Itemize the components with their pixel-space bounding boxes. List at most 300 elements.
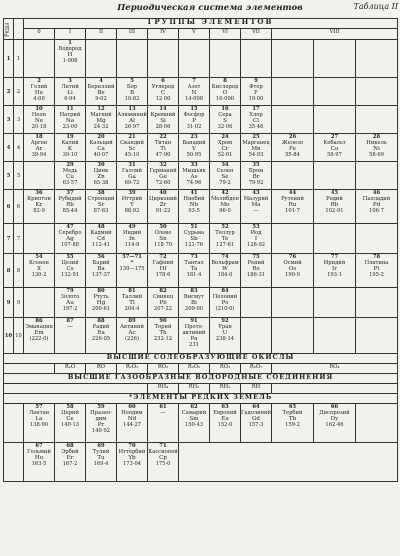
- element-num: 28: [372, 134, 381, 140]
- blank-cell: [179, 443, 398, 482]
- element-mass: 200·61: [91, 306, 111, 312]
- element-cell: [272, 190, 314, 224]
- element-name: Актиний: [120, 324, 144, 330]
- element-sym: Dy: [330, 416, 339, 422]
- element-sym: Ga: [128, 174, 136, 180]
- element-num: 50: [159, 224, 167, 230]
- element-sym: N: [191, 90, 197, 96]
- element-num: 90: [159, 318, 167, 324]
- empty-cell: [24, 288, 55, 318]
- element-mass: 35·46: [248, 124, 264, 130]
- element-sym: Hf: [159, 266, 167, 272]
- element-num: 81: [128, 288, 136, 294]
- element-mass: 238·14: [215, 336, 235, 342]
- empty-cell: [314, 318, 356, 354]
- empty-cell: [24, 162, 55, 190]
- empty-cell: [356, 224, 398, 254]
- hydride-formula: RH: [241, 384, 272, 394]
- empty-cell: [210, 40, 241, 78]
- element-cell: [148, 288, 179, 318]
- period-number: 4: [4, 134, 14, 162]
- element-name: Кремний: [150, 112, 176, 118]
- period-number: 6: [4, 190, 14, 224]
- element-sym: Tb: [288, 416, 297, 422]
- element-sym: Ra: [97, 330, 105, 336]
- element-mass: 204·4: [124, 306, 140, 312]
- element-name: Литий: [61, 84, 79, 90]
- element-sym: C: [160, 90, 166, 96]
- element-name: Кадмий: [90, 230, 112, 236]
- element-cell: [55, 288, 86, 318]
- element-mass: 50·95: [186, 152, 202, 158]
- empty-cell: [356, 106, 398, 134]
- element-mass: 118·70: [153, 242, 173, 248]
- element-mass: 72·60: [155, 180, 171, 186]
- element-name: Европий: [213, 410, 237, 416]
- element-cell: [117, 443, 148, 482]
- element-mass: 193·1: [327, 272, 342, 278]
- group-label: V: [179, 29, 210, 40]
- element-cell: [148, 134, 179, 162]
- element-mass: 102·91: [325, 208, 344, 214]
- element-mass: (210·0): [215, 306, 235, 312]
- element-mass: 47·90: [155, 152, 171, 158]
- element-num: 78: [372, 254, 381, 260]
- element-sym: Er: [66, 455, 74, 461]
- element-sym: Pr: [97, 422, 105, 428]
- element-num: 33: [190, 162, 198, 168]
- element-sym: As: [190, 174, 198, 180]
- element-num: 48: [97, 224, 105, 230]
- element-cell: [148, 254, 179, 288]
- element-cell: [55, 404, 86, 443]
- element-sym: I: [254, 236, 258, 242]
- element-cell: [24, 404, 55, 443]
- element-cell: [117, 318, 148, 354]
- element-sym: Cr: [221, 146, 229, 152]
- element-num: 75: [252, 254, 260, 260]
- period-number: 2: [4, 78, 14, 106]
- element-cell: [24, 318, 55, 354]
- element-name: Неон: [31, 112, 47, 118]
- element-sym: Pa: [190, 336, 198, 342]
- element-name: Олово: [154, 230, 172, 236]
- element-cell: [55, 224, 86, 254]
- oxide-formula: RO: [86, 364, 117, 374]
- element-mass: 52·01: [217, 152, 233, 158]
- element-name: Германий: [149, 168, 177, 174]
- element-sym: O: [222, 90, 228, 96]
- hydride-formula: RH₃: [179, 384, 210, 394]
- element-num: 63: [221, 404, 229, 410]
- oxide-formula: R₂O₇: [241, 364, 272, 374]
- element-sym: Rh: [330, 202, 339, 208]
- element-name: Неодим: [121, 410, 143, 416]
- element-num: 26: [288, 134, 297, 140]
- element-num: 15: [190, 106, 198, 112]
- element-num: 80: [97, 288, 105, 294]
- element-name: Кислород: [211, 84, 239, 90]
- element-name: Индий: [122, 230, 142, 236]
- element-num: 54: [35, 254, 43, 260]
- element-mass: 139—175: [119, 266, 145, 272]
- empty-cell: [356, 78, 398, 106]
- element-cell: [210, 224, 241, 254]
- element-num: 31: [128, 162, 136, 168]
- element-mass: 173·04: [122, 461, 142, 467]
- element-name: Алюминий: [117, 112, 147, 118]
- element-name: Гафний: [152, 260, 174, 266]
- element-name: Никель: [366, 140, 387, 146]
- element-mass: 163·5: [31, 461, 47, 467]
- element-cell: [117, 134, 148, 162]
- element-cell: [24, 106, 55, 134]
- element-name: Медь: [62, 168, 78, 174]
- element-cell: [86, 190, 117, 224]
- element-mass: 140·92: [91, 428, 111, 434]
- empty-cell: [24, 224, 55, 254]
- element-mass: 157·3: [248, 422, 264, 428]
- element-name: Бор: [126, 84, 138, 90]
- element-sym: Si: [160, 118, 166, 124]
- element-cell: [179, 162, 210, 190]
- empty-cell: [314, 288, 356, 318]
- element-cell: [148, 318, 179, 354]
- element-cell: [272, 404, 314, 443]
- group-label: III: [117, 29, 148, 40]
- element-cell: [314, 404, 356, 443]
- element-cell: [210, 162, 241, 190]
- element-sym: Co: [330, 146, 339, 152]
- element-cell: [241, 190, 272, 224]
- element-num: 74: [221, 254, 229, 260]
- element-sym: Ge: [159, 174, 167, 180]
- element-name: Тантал: [184, 260, 204, 266]
- element-name: Хлор: [249, 112, 263, 118]
- element-num: 7: [192, 78, 196, 84]
- element-mass: 162·46: [325, 422, 344, 428]
- element-mass: 190·9: [285, 272, 300, 278]
- blank-cell: [4, 384, 148, 394]
- element-sym: P: [192, 118, 196, 124]
- element-sym: Mn: [251, 146, 261, 152]
- empty-cell: [179, 40, 210, 78]
- period-number: 3: [4, 106, 14, 134]
- element-sym: In: [129, 236, 135, 242]
- element-sym: X: [37, 266, 41, 272]
- rare-earths-heading: *ЭЛЕМЕНТЫ РЕДКИХ ЗЕМЕЛЬ: [4, 394, 398, 404]
- element-name: Селен: [216, 168, 234, 174]
- empty-cell: [356, 162, 398, 190]
- element-mass: 82·9: [33, 208, 45, 214]
- element-mass: 138·90: [29, 422, 49, 428]
- element-mass: 45·10: [124, 152, 140, 158]
- element-num: 40: [159, 190, 167, 196]
- oxide-formula: R₂O: [55, 364, 86, 374]
- group-label: VII: [241, 29, 272, 40]
- element-num: 57—71: [122, 254, 142, 260]
- element-sym: Sr: [97, 202, 105, 208]
- element-sym: Re: [252, 266, 260, 272]
- element-name: Азот: [187, 84, 201, 90]
- element-cell: [210, 190, 241, 224]
- element-name: Марганец: [242, 140, 270, 146]
- element-num: 66: [330, 404, 339, 410]
- blank-cell: [356, 404, 398, 443]
- element-mass: 114·8: [124, 242, 140, 248]
- element-name: Иридий: [323, 260, 346, 266]
- element-mass: 26·97: [124, 124, 140, 130]
- element-num: 44: [288, 190, 297, 196]
- element-cell: [117, 254, 148, 288]
- element-name: Гелий: [30, 84, 48, 90]
- element-num: 77: [330, 254, 339, 260]
- element-mass: 54·93: [248, 152, 264, 158]
- element-num: 67: [35, 443, 43, 449]
- element-sym: F: [254, 90, 258, 96]
- element-name: Молибден: [210, 196, 240, 202]
- element-mass: 40·07: [93, 152, 109, 158]
- element-num: 1: [68, 40, 72, 46]
- element-name: Диспрозий: [319, 410, 350, 416]
- empty-cell: [272, 288, 314, 318]
- element-name: Рений: [247, 260, 265, 266]
- empty-cell: [272, 162, 314, 190]
- element-sym: Sb: [190, 236, 198, 242]
- element-cell: [86, 224, 117, 254]
- element-sym: Ti: [160, 146, 166, 152]
- page-title: Периодическая система элементов: [117, 3, 303, 13]
- empty-cell: [148, 40, 179, 78]
- element-name: Цезий: [61, 260, 79, 266]
- element-mass: 96·0: [219, 208, 231, 214]
- element-name: Самарий: [181, 410, 207, 416]
- element-num: 11: [66, 106, 74, 112]
- element-num: 20: [97, 134, 105, 140]
- element-num: 46: [372, 190, 381, 196]
- element-sym: Ac: [128, 330, 136, 336]
- element-sym: Cl: [252, 118, 260, 124]
- element-mass: 159·2: [285, 422, 300, 428]
- element-sym: Cp: [159, 455, 167, 461]
- element-name: Тулий: [92, 449, 110, 455]
- element-num: 38: [97, 190, 105, 196]
- element-sym: Ar: [35, 146, 43, 152]
- element-num: 45: [330, 190, 339, 196]
- element-name: Кальций: [89, 140, 113, 146]
- oxide-formula: R₂O₃: [117, 364, 148, 374]
- element-cell: [241, 404, 272, 443]
- element-cell: [210, 134, 241, 162]
- element-cell: [179, 190, 210, 224]
- element-name: Рутений: [281, 196, 304, 202]
- element-cell: [148, 78, 179, 106]
- element-name: Иод: [250, 230, 262, 236]
- element-cell: [117, 288, 148, 318]
- element-sym: S: [223, 118, 227, 124]
- element-name: Полоний: [212, 294, 238, 300]
- element-mass: 106·7: [369, 208, 384, 214]
- element-name: Церий: [61, 410, 79, 416]
- element-name: Криптон: [27, 196, 51, 202]
- element-sym: Te: [221, 236, 229, 242]
- empty-cell: [272, 318, 314, 354]
- element-sym: Tu: [97, 455, 105, 461]
- element-name: Ниобий: [183, 196, 205, 202]
- row-number: 7: [14, 224, 24, 254]
- element-sym: Pd: [372, 202, 381, 208]
- element-name: Палладий: [362, 196, 391, 202]
- element-cell: [210, 318, 241, 354]
- element-cell: [179, 224, 210, 254]
- element-mass: 186·31: [246, 272, 266, 278]
- element-name: Иттербий: [118, 449, 146, 455]
- element-mass: 167·2: [62, 461, 78, 467]
- element-mass: 10·82: [124, 96, 140, 102]
- element-num: 69: [97, 443, 105, 449]
- element-mass: 184·0: [217, 272, 233, 278]
- element-mass: 12·00: [155, 96, 171, 102]
- period-number: 10: [4, 318, 14, 354]
- element-sym: Mo: [220, 202, 230, 208]
- element-name: Сера: [218, 112, 232, 118]
- element-mass: 178·6: [155, 272, 171, 278]
- element-num: 92: [221, 318, 229, 324]
- element-cell: [55, 318, 86, 354]
- element-num: 39: [128, 190, 136, 196]
- element-name: Мазурий: [243, 196, 269, 202]
- element-cell: [241, 224, 272, 254]
- element-num: 86: [35, 318, 43, 324]
- element-cell: [241, 162, 272, 190]
- oxide-formula: RO₃: [210, 364, 241, 374]
- element-num: 43: [252, 190, 260, 196]
- group-label: II: [86, 29, 117, 40]
- element-mass: 126·92: [246, 242, 266, 248]
- period-number: 9: [4, 288, 14, 318]
- element-mass: 121·76: [184, 242, 204, 248]
- element-num: 36: [35, 190, 43, 196]
- element-num: 13: [128, 106, 136, 112]
- element-name: Натрий: [59, 112, 81, 118]
- element-sym: Ho: [34, 455, 44, 461]
- blank-cell: [4, 443, 24, 482]
- element-mass: 28·06: [155, 124, 171, 130]
- element-num: 82: [159, 288, 167, 294]
- element-sym: Se: [221, 174, 229, 180]
- element-sym: B: [129, 90, 135, 96]
- element-cell: [117, 106, 148, 134]
- element-mass: 137·37: [91, 272, 111, 278]
- element-mass: 31·02: [186, 124, 202, 130]
- element-cell: [86, 404, 117, 443]
- element-cell: [210, 254, 241, 288]
- element-name: Золото: [60, 294, 80, 300]
- element-cell: [210, 404, 241, 443]
- element-name: Празеодим: [90, 410, 112, 422]
- element-cell: [24, 78, 55, 106]
- element-name: Сурьма: [183, 230, 205, 236]
- element-name: Фосфор: [183, 112, 205, 118]
- element-sym: Cs: [66, 266, 74, 272]
- element-name: Бром: [248, 168, 264, 174]
- element-name: Тербий: [282, 410, 303, 416]
- element-mass: 144·27: [122, 422, 142, 428]
- row-number: 8: [14, 254, 24, 288]
- element-num: 27: [330, 134, 339, 140]
- element-mass: 58·69: [369, 152, 384, 158]
- element-sym: Zn: [97, 174, 105, 180]
- empty-cell: [117, 40, 148, 78]
- row-number: 3: [14, 106, 24, 134]
- element-sym: Ag: [66, 236, 74, 242]
- element-cell: [179, 134, 210, 162]
- element-cell: [179, 404, 210, 443]
- empty-cell: [314, 78, 356, 106]
- element-num: 4: [99, 78, 103, 84]
- element-cell: [179, 78, 210, 106]
- element-num: 91: [190, 318, 198, 324]
- element-sym: Mg: [96, 118, 106, 124]
- element-name: Железо: [281, 140, 304, 146]
- element-cell: [148, 106, 179, 134]
- element-mass: 20·18: [31, 124, 47, 130]
- element-mass: 23·00: [62, 124, 78, 130]
- element-num: 8: [223, 78, 227, 84]
- element-cell: [241, 134, 272, 162]
- element-num: 23: [190, 134, 198, 140]
- element-name: Эманация: [25, 324, 53, 330]
- element-cell: [55, 106, 86, 134]
- element-name: Таллий: [121, 294, 143, 300]
- element-cell: [117, 404, 148, 443]
- element-sym: Ce: [66, 416, 74, 422]
- period-number: 5: [4, 162, 14, 190]
- element-name: Кобальт: [323, 140, 346, 146]
- element-mass: 79·92: [248, 180, 264, 186]
- element-mass: 79·2: [219, 180, 231, 186]
- oxides-heading: ВЫСШИЕ СОЛЕОБРАЗУЮЩИЕ ОКИСЛЫ: [4, 354, 398, 364]
- element-cell: [148, 190, 179, 224]
- element-cell: [55, 78, 86, 106]
- element-mass: 175·0: [155, 461, 171, 467]
- element-num: 62: [190, 404, 198, 410]
- element-mass: 85·44: [62, 208, 78, 214]
- element-sym: Bi: [191, 300, 197, 306]
- element-cell: [272, 254, 314, 288]
- element-name: Хром: [217, 140, 233, 146]
- empty-cell: [272, 78, 314, 106]
- element-cell: [55, 40, 86, 78]
- element-num: 72: [159, 254, 167, 260]
- period-number: 7: [4, 224, 14, 254]
- element-name: Аргон: [30, 140, 48, 146]
- element-sym: Ma: [251, 202, 261, 208]
- empty-cell: [314, 106, 356, 134]
- element-num: 17: [252, 106, 260, 112]
- element-cell: [24, 443, 55, 482]
- element-name: Лантан: [28, 410, 50, 416]
- element-cell: [179, 318, 210, 354]
- element-sym: Nb: [189, 202, 199, 208]
- element-num: 10: [35, 106, 43, 112]
- group-label: VIII: [272, 29, 398, 40]
- element-name: Галлий: [121, 168, 143, 174]
- element-mass: 195·2: [369, 272, 384, 278]
- element-cell: [241, 254, 272, 288]
- element-cell: [241, 106, 272, 134]
- element-name: Ванадий: [182, 140, 206, 146]
